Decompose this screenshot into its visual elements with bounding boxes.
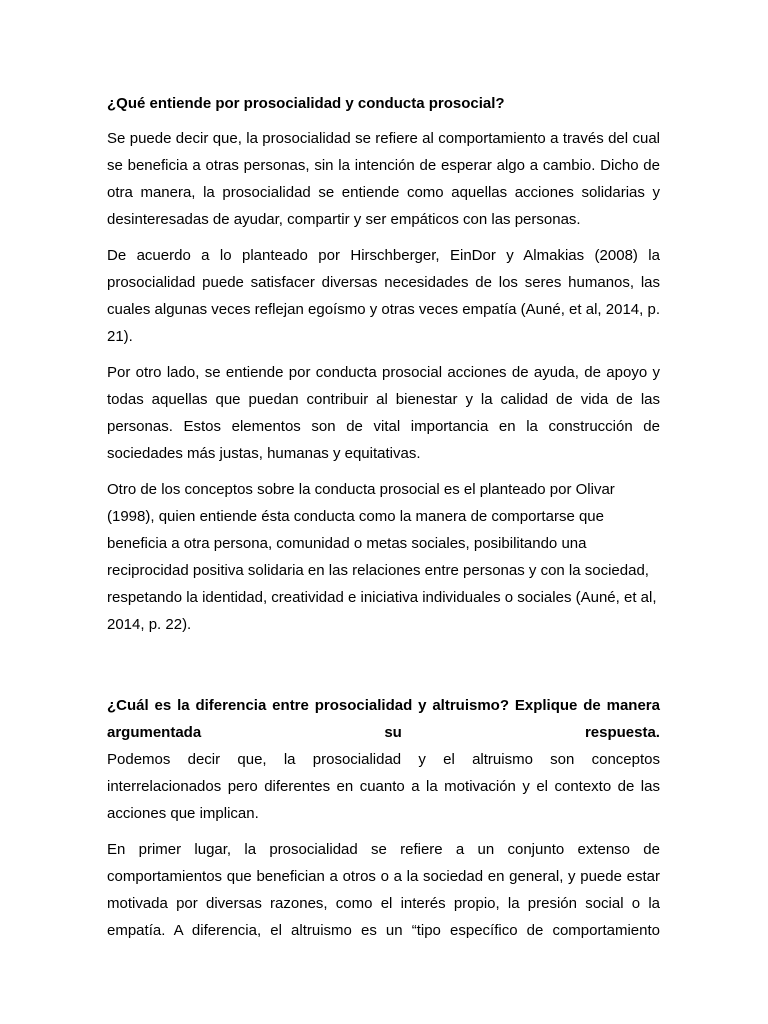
paragraph-6: En primer lugar, la prosocialidad se refiere a un conjunto extenso de comportamientos que benefician a otros o a la sociedad en general, y puede estar motivada por diversas razones, como el interés propio, la presión social o la empatía. A diferencia, el altruismo es un “tipo específico de comportamiento (107, 841, 660, 939)
question-2-word: su (384, 724, 402, 741)
question-2-word: respuesta. (584, 724, 660, 741)
paragraph-4-line: (1998), quien entiende ésta conducta como la manera de comportarse que (107, 508, 604, 525)
paragraph-4-line: beneficia a otra persona, comunidad o metas sociales, posibilitando una (107, 535, 587, 552)
paragraph-3: Por otro lado, se entiende por conducta prosocial acciones de ayuda, de apoyo y todas aquellas que puedan contribuir al bienestar y la calidad de vida de las personas. Estos elementos son de vital importancia en la construcción de sociedades más justas, humanas y equitativas. (107, 364, 660, 462)
question-2-heading: ¿Cuál es la diferencia entre prosocialidad y altruismo? Explique de manera (107, 697, 660, 714)
paragraph-2: De acuerdo a lo planteado por Hirschberger, EinDor y Almakias (2008) la prosocialidad puede satisfacer diversas necesidades de los seres humanos, las cuales algunas veces reflejan egoísmo y otras veces empatía (Auné, et al, 2014, p. 21). (107, 247, 660, 345)
paragraph-4-line: Otro de los conceptos sobre la conducta prosocial es el planteado por Olivar (107, 481, 615, 498)
question-2-word: argumentada (107, 724, 202, 741)
question-1-heading: ¿Qué entiende por prosocialidad y conducta prosocial? (107, 95, 505, 112)
paragraph-1: Se puede decir que, la prosocialidad se refiere al comportamiento a través del cual se beneficia a otras personas, sin la intención de esperar algo a cambio. Dicho de otra manera, la prosocialidad se entiende como aquellas acciones solidarias y desinteresadas de ayudar, compartir y ser empáticos con las personas. (107, 130, 660, 228)
question-2-heading-continued (107, 719, 660, 746)
paragraph-4-line: 2014, p. 22). (107, 616, 192, 633)
document-page (107, 90, 660, 953)
section-gap (107, 647, 660, 692)
paragraph-5: Podemos decir que, la prosocialidad y el altruismo son conceptos interrelacionados pero diferentes en cuanto a la motivación y el contexto de las acciones que implican. (107, 751, 660, 822)
paragraph-4-line: reciprocidad positiva solidaria en las relaciones entre personas y con la sociedad, (107, 562, 649, 579)
paragraph-4-line: respetando la identidad, creatividad e iniciativa individuales o sociales (Auné, et al, (107, 589, 657, 606)
paragraph-4 (107, 476, 660, 638)
